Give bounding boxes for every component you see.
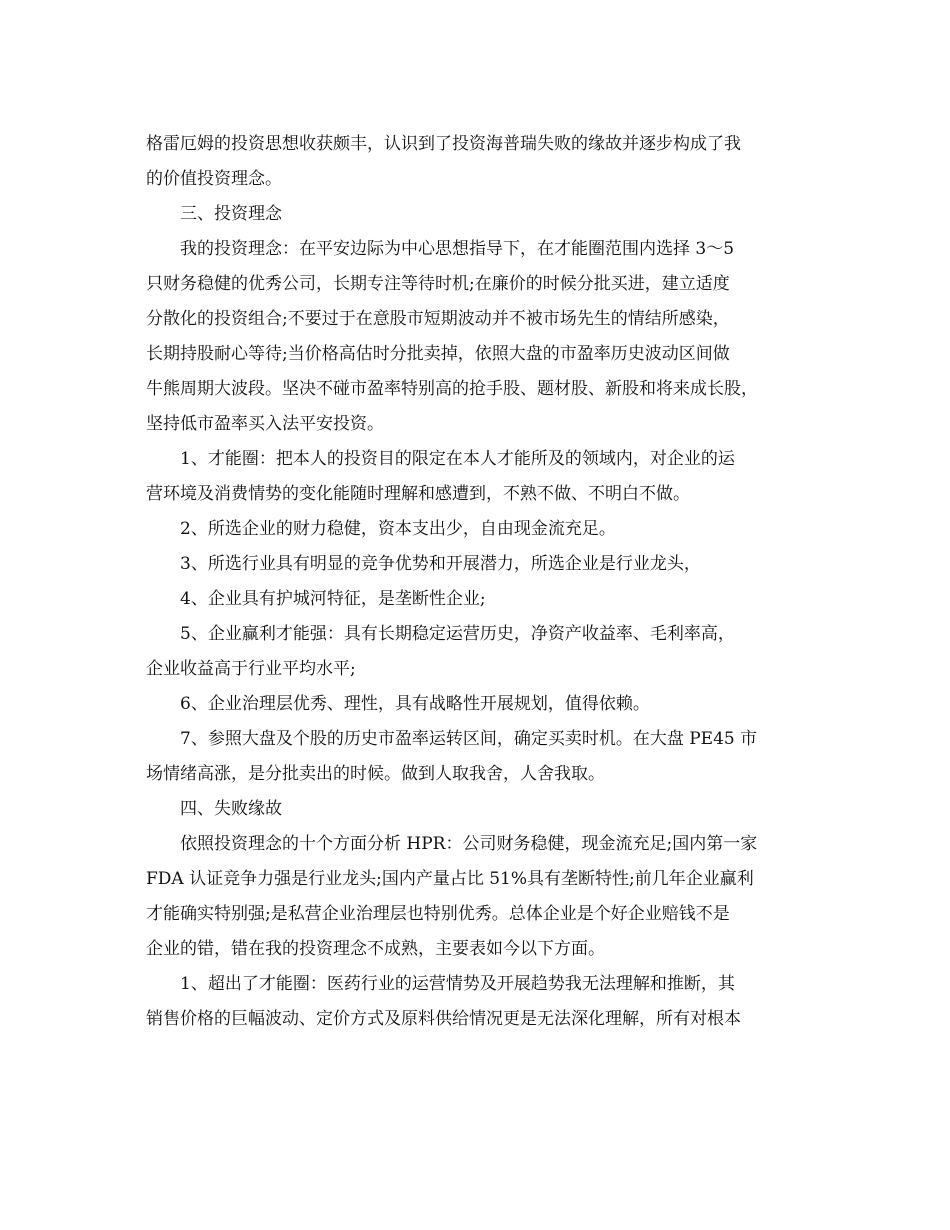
text-line: 营环境及消费情势的变化能随时理解和感遭到，不熟不做、不明白不做。 bbox=[146, 484, 690, 504]
text-line: 才能确实特别强;是私营企业治理层也特别优秀。总体企业是个好企业赔钱不是 bbox=[146, 904, 730, 924]
text-line: 格雷厄姆的投资思想收获颇丰，认识到了投资海普瑞失败的缘故并逐步构成了我 bbox=[146, 134, 741, 154]
text-line: 四、失败缘故 bbox=[180, 799, 282, 819]
text-line: 坚持低市盈率买入法平安投资。 bbox=[146, 414, 384, 434]
text-line: FDA 认证竞争力强是行业龙头;国内产量占比 51%具有垄断特性;前几年企业赢利 bbox=[146, 869, 754, 889]
text-line: 2、所选企业的财力稳健，资本支出少，自由现金流充足。 bbox=[180, 519, 616, 539]
text-line: 销售价格的巨幅波动、定价方式及原料供给情况更是无法深化理解，所有对根本 bbox=[146, 1009, 741, 1029]
text-line: 牛熊周期大波段。坚决不碰市盈率特别高的抢手股、题材股、新股和将来成长股， bbox=[146, 379, 758, 399]
text-line: 分散化的投资组合;不要过于在意股市短期波动并不被市场先生的情结所感染， bbox=[146, 309, 730, 329]
text-line: 4、企业具有护城河特征，是垄断性企业; bbox=[180, 589, 486, 609]
document-body bbox=[146, 127, 811, 1037]
text-line: 场情绪高涨，是分批卖出的时候。做到人取我舍，人舍我取。 bbox=[146, 764, 605, 784]
text-line: 5、企业赢利才能强：具有长期稳定运营历史，净资产收益率、毛利率高， bbox=[180, 624, 735, 644]
text-line: 7、参照大盘及个股的历史市盈率运转区间，确定买卖时机。在大盘 PE45 市 bbox=[180, 729, 758, 749]
text-line: 6、企业治理层优秀、理性，具有战略性开展规划，值得依赖。 bbox=[180, 694, 650, 714]
text-line: 只财务稳健的优秀公司，长期专注等待时机;在廉价的时候分批买进，建立适度 bbox=[146, 274, 730, 294]
text-line: 1、超出了才能圈：医药行业的运营情势及开展趋势我无法理解和推断，其 bbox=[180, 974, 735, 994]
text-line: 的价值投资理念。 bbox=[146, 169, 282, 189]
text-line: 长期持股耐心等待;当价格高估时分批卖掉，依照大盘的市盈率历史波动区间做 bbox=[146, 344, 730, 364]
text-line: 我的投资理念：在平安边际为中心思想指导下，在才能圈范围内选择 3～5 bbox=[180, 239, 735, 259]
text-line: 1、才能圈：把本人的投资目的限定在本人才能所及的领域内，对企业的运 bbox=[180, 449, 735, 469]
text-line: 企业收益高于行业平均水平; bbox=[146, 659, 356, 679]
text-line: 3、所选行业具有明显的竞争优势和开展潜力，所选企业是行业龙头， bbox=[180, 554, 701, 574]
text-line: 三、投资理念 bbox=[180, 204, 282, 224]
text-line: 企业的错，错在我的投资理念不成熟，主要表如今以下方面。 bbox=[146, 939, 605, 959]
text-line: 依照投资理念的十个方面分析 HPR：公司财务稳健，现金流充足;国内第一家 bbox=[180, 834, 758, 854]
